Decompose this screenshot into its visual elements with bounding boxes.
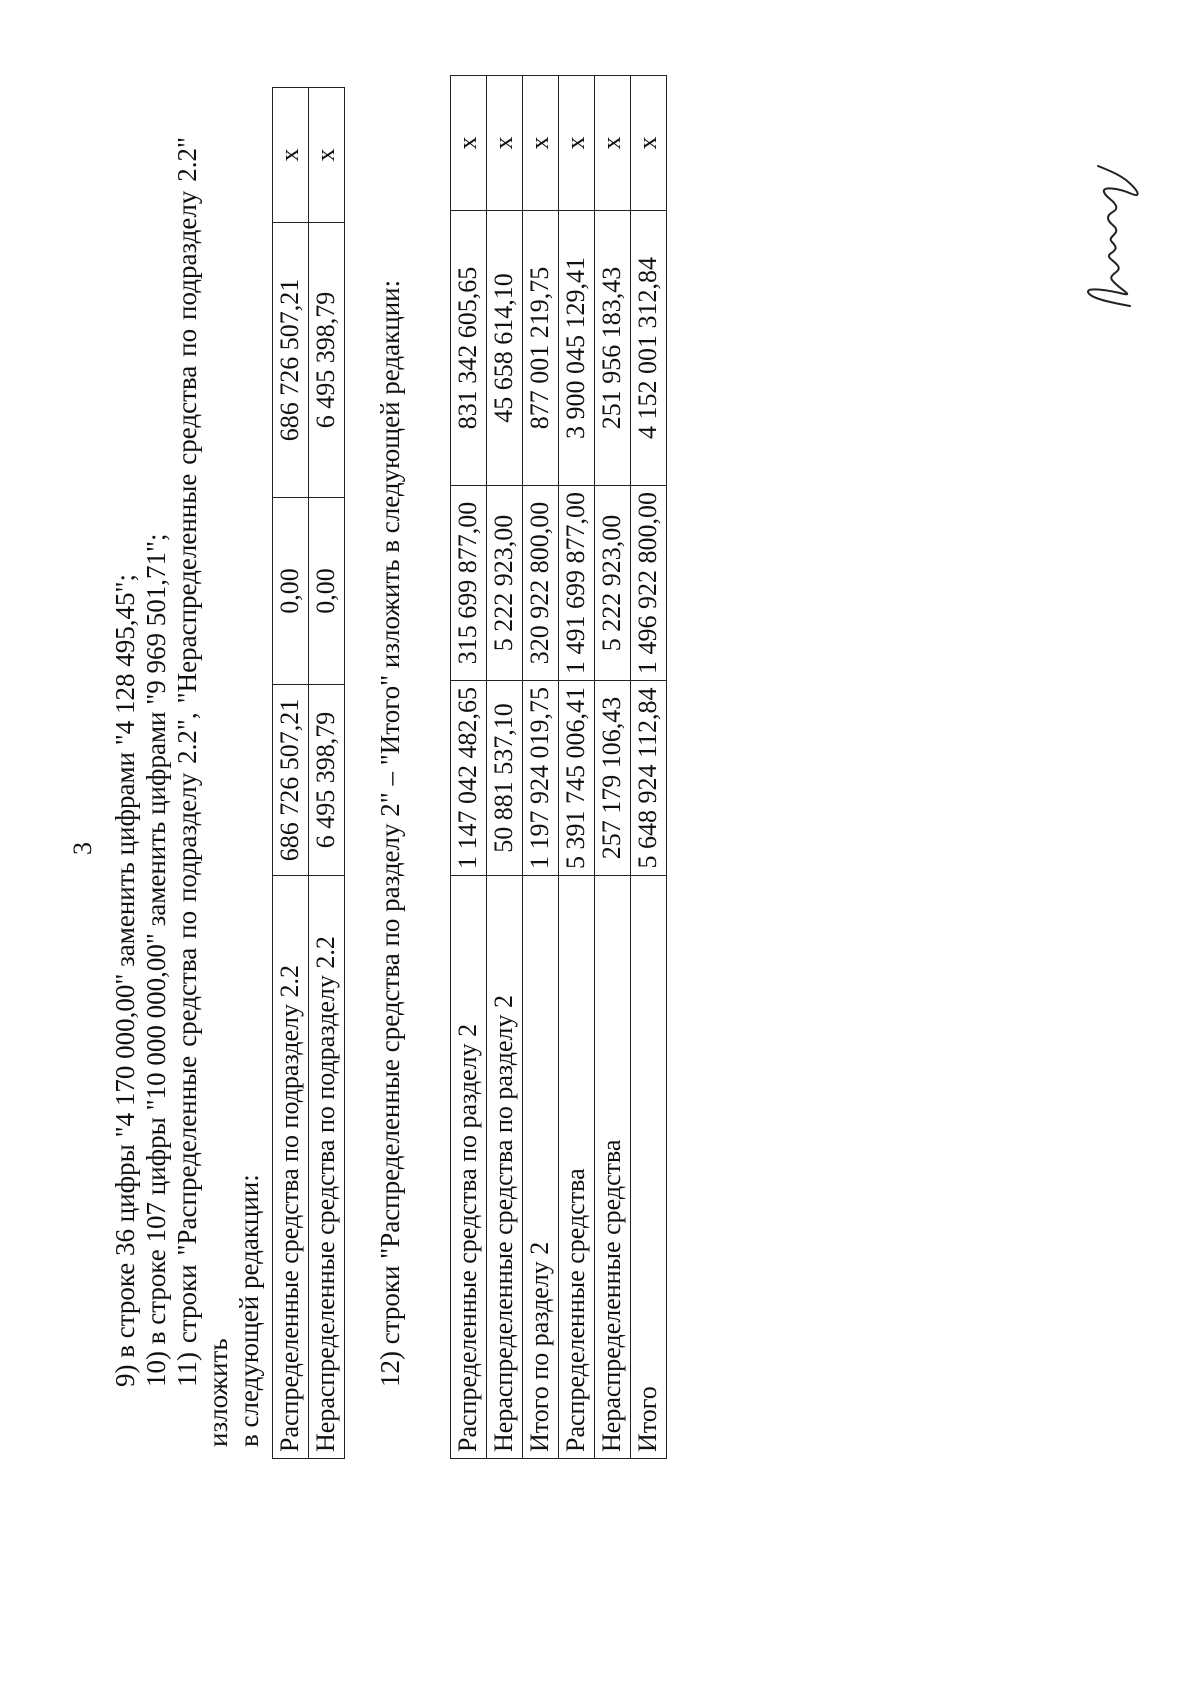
cell-value: 0,00 xyxy=(273,498,309,685)
cell-x: x xyxy=(273,88,309,223)
row-label: Итого xyxy=(631,876,667,1459)
cell-value: 5 391 745 006,41 xyxy=(559,681,595,876)
cell-x: x xyxy=(559,76,595,211)
cell-value: 6 495 398,79 xyxy=(309,223,345,498)
table-row xyxy=(273,88,309,1459)
cell-x: x xyxy=(631,76,667,211)
table-row xyxy=(487,76,523,1459)
subsection-2-2-table xyxy=(272,87,345,1459)
cell-value: 5 648 924 112,84 xyxy=(631,681,667,876)
cell-x: x xyxy=(309,88,345,223)
amendment-paragraphs xyxy=(110,137,265,1447)
page-number: 3 xyxy=(68,842,97,855)
cell-value: 686 726 507,21 xyxy=(273,685,309,876)
cell-x: x xyxy=(523,76,559,211)
cell-value: 831 342 605,65 xyxy=(451,211,487,486)
table-row xyxy=(559,76,595,1459)
cell-value: 5 222 923,00 xyxy=(487,486,523,681)
cell-x: x xyxy=(595,76,631,211)
cell-value: 320 922 800,00 xyxy=(523,486,559,681)
cell-value: 251 956 183,43 xyxy=(595,211,631,486)
table-row xyxy=(309,88,345,1459)
cell-value: 0,00 xyxy=(309,498,345,685)
row-label: Итого по разделу 2 xyxy=(523,876,559,1459)
row-label: Распределенные средства xyxy=(559,876,595,1459)
cell-x: x xyxy=(487,76,523,211)
cell-value: 6 495 398,79 xyxy=(309,685,345,876)
paragraph-10: 10) в строке 107 цифры "10 000 000,00" заменить цифрами "9 969 501,71"; xyxy=(141,533,171,1387)
cell-value: 877 001 219,75 xyxy=(523,211,559,486)
row-label: Распределенные средства по разделу 2 xyxy=(451,876,487,1459)
cell-value: 315 699 877,00 xyxy=(451,486,487,681)
cell-value: 45 658 614,10 xyxy=(487,211,523,486)
table-row xyxy=(451,76,487,1459)
row-label: Нераспределенные средства xyxy=(595,876,631,1459)
cell-value: 1 491 699 877,00 xyxy=(559,486,595,681)
cell-x: x xyxy=(451,76,487,211)
cell-value: 1 147 042 482,65 xyxy=(451,681,487,876)
paragraph-11: 11) строки "Распределенные средства по подразделу 2.2", "Нераспределенные средства по подразделу 2.2" изложить xyxy=(172,137,233,1447)
cell-value: 4 152 001 312,84 xyxy=(631,211,667,486)
section-2-totals-table xyxy=(450,75,667,1459)
cell-value: 1 496 922 800,00 xyxy=(631,486,667,681)
row-label: Распределенные средства по подразделу 2.2 xyxy=(273,876,309,1459)
cell-value: 686 726 507,21 xyxy=(273,223,309,498)
row-label: Нераспределенные средства по подразделу 2.2 xyxy=(309,876,345,1459)
paragraph-12: 12) строки "Распределенные средства по разделу 2" – "Итого" изложить в следующей редакции: xyxy=(375,279,405,1387)
table-row xyxy=(595,76,631,1459)
paragraph-9: 9) в строке 36 цифры "4 170 000,00" заменить цифрами "4 128 495,45"; xyxy=(110,573,140,1387)
paragraph-11-continuation: в следующей редакции: xyxy=(234,1174,264,1447)
cell-value: 50 881 537,10 xyxy=(487,681,523,876)
row-label: Нераспределенные средства по разделу 2 xyxy=(487,876,523,1459)
table-row xyxy=(523,76,559,1459)
cell-value: 1 197 924 019,75 xyxy=(523,681,559,876)
handwritten-signature xyxy=(1078,162,1148,312)
cell-value: 3 900 045 129,41 xyxy=(559,211,595,486)
cell-value: 5 222 923,00 xyxy=(595,486,631,681)
table-row xyxy=(631,76,667,1459)
cell-value: 257 179 106,43 xyxy=(595,681,631,876)
